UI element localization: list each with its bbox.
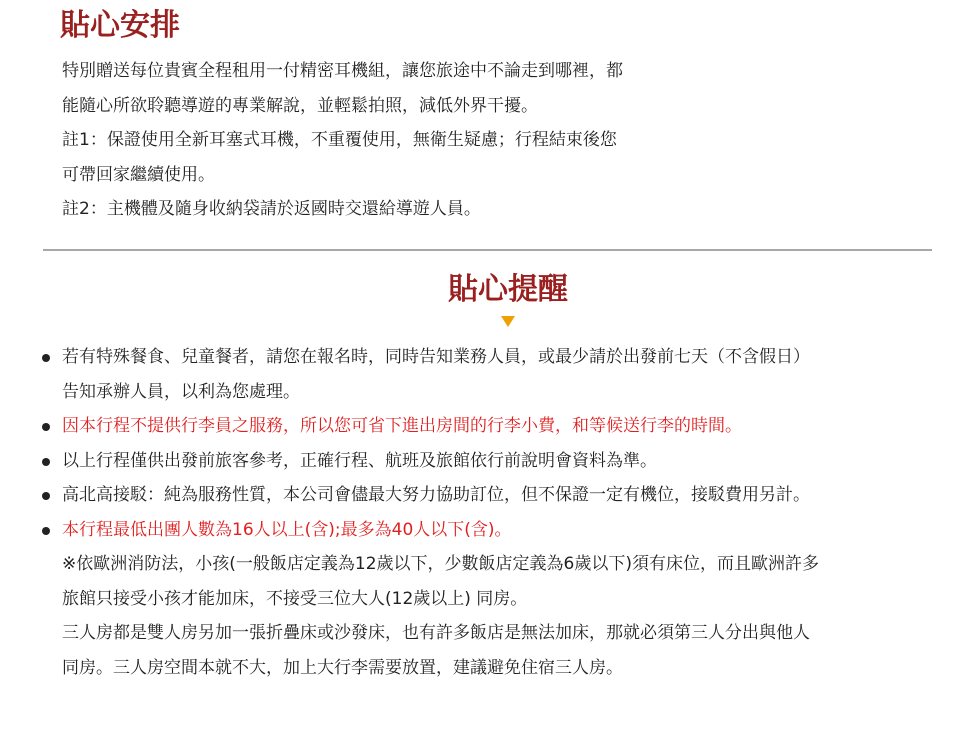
reminder-text: 因本行程不提供行李員之服務，所以您可省下進出房間的行李小費，和等候送行李的時間。 bbox=[62, 416, 742, 436]
section-title-arrangement: 貼心安排 bbox=[60, 8, 180, 43]
arrangement-line: 註2：主機體及隨身收納袋請於返國時交還給導遊人員。 bbox=[62, 199, 481, 219]
section-title-reminders: 貼心提醒 bbox=[448, 272, 568, 307]
reminder-continuation: 三人房都是雙人房另加一張折疊床或沙發床，也有許多飯店是無法加床，那就必須第三人分出與他人 bbox=[62, 623, 810, 643]
reminder-continuation: ※依歐洲消防法，小孩(一般飯店定義為12歲以下，少數飯店定義為6歲以下)須有床位，而且歐洲許多 bbox=[62, 554, 819, 574]
reminder-text: 本行程最低出團人數為16人以上(含);最多為40人以下(含)。 bbox=[62, 519, 512, 540]
reminder-item bbox=[40, 444, 960, 479]
reminder-item-highlight bbox=[40, 409, 960, 444]
arrangement-line: 能隨心所欲聆聽導遊的專業解說，並輕鬆拍照，減低外界干擾。 bbox=[62, 95, 538, 116]
reminder-item bbox=[40, 340, 960, 375]
bullet-icon bbox=[42, 527, 50, 535]
bullet-icon bbox=[42, 458, 50, 466]
reminder-continuation: 同房。三人房空間本就不大，加上大行李需要放置，建議避免住宿三人房。 bbox=[62, 657, 623, 678]
arrangement-line: 註1：保證使用全新耳塞式耳機，不重覆使用，無衛生疑慮；行程結束後您 bbox=[62, 130, 617, 150]
reminders-list bbox=[40, 340, 960, 685]
section-divider bbox=[43, 249, 932, 251]
arrangement-line: 可帶回家繼續使用。 bbox=[62, 164, 215, 185]
arrangement-line: 特別贈送每位貴賓全程租用一付精密耳機組，讓您旅途中不論走到哪裡，都 bbox=[62, 61, 623, 81]
bullet-icon bbox=[42, 492, 50, 500]
arrangement-content bbox=[62, 54, 942, 227]
reminder-text: 高北高接駁：純為服務性質，本公司會儘最大努力協助訂位，但不保證一定有機位，接駁費用另計。 bbox=[62, 485, 810, 505]
reminder-continuation: 旅館只接受小孩才能加床，不接受三位大人(12歲以上) 同房。 bbox=[62, 588, 528, 609]
reminder-continuation: 告知承辦人員，以利為您處理。 bbox=[62, 381, 300, 402]
bullet-icon bbox=[42, 423, 50, 431]
triangle-down-icon bbox=[501, 316, 515, 327]
bullet-icon bbox=[42, 354, 50, 362]
reminder-item bbox=[40, 478, 960, 513]
reminder-text: 若有特殊餐食、兒童餐者，請您在報名時，同時告知業務人員，或最少請於出發前七天（不含假日） bbox=[62, 347, 810, 367]
reminder-item-highlight bbox=[40, 513, 960, 548]
reminder-text: 以上行程僅供出發前旅客參考，正確行程、航班及旅館依行前說明會資料為準。 bbox=[62, 450, 657, 471]
